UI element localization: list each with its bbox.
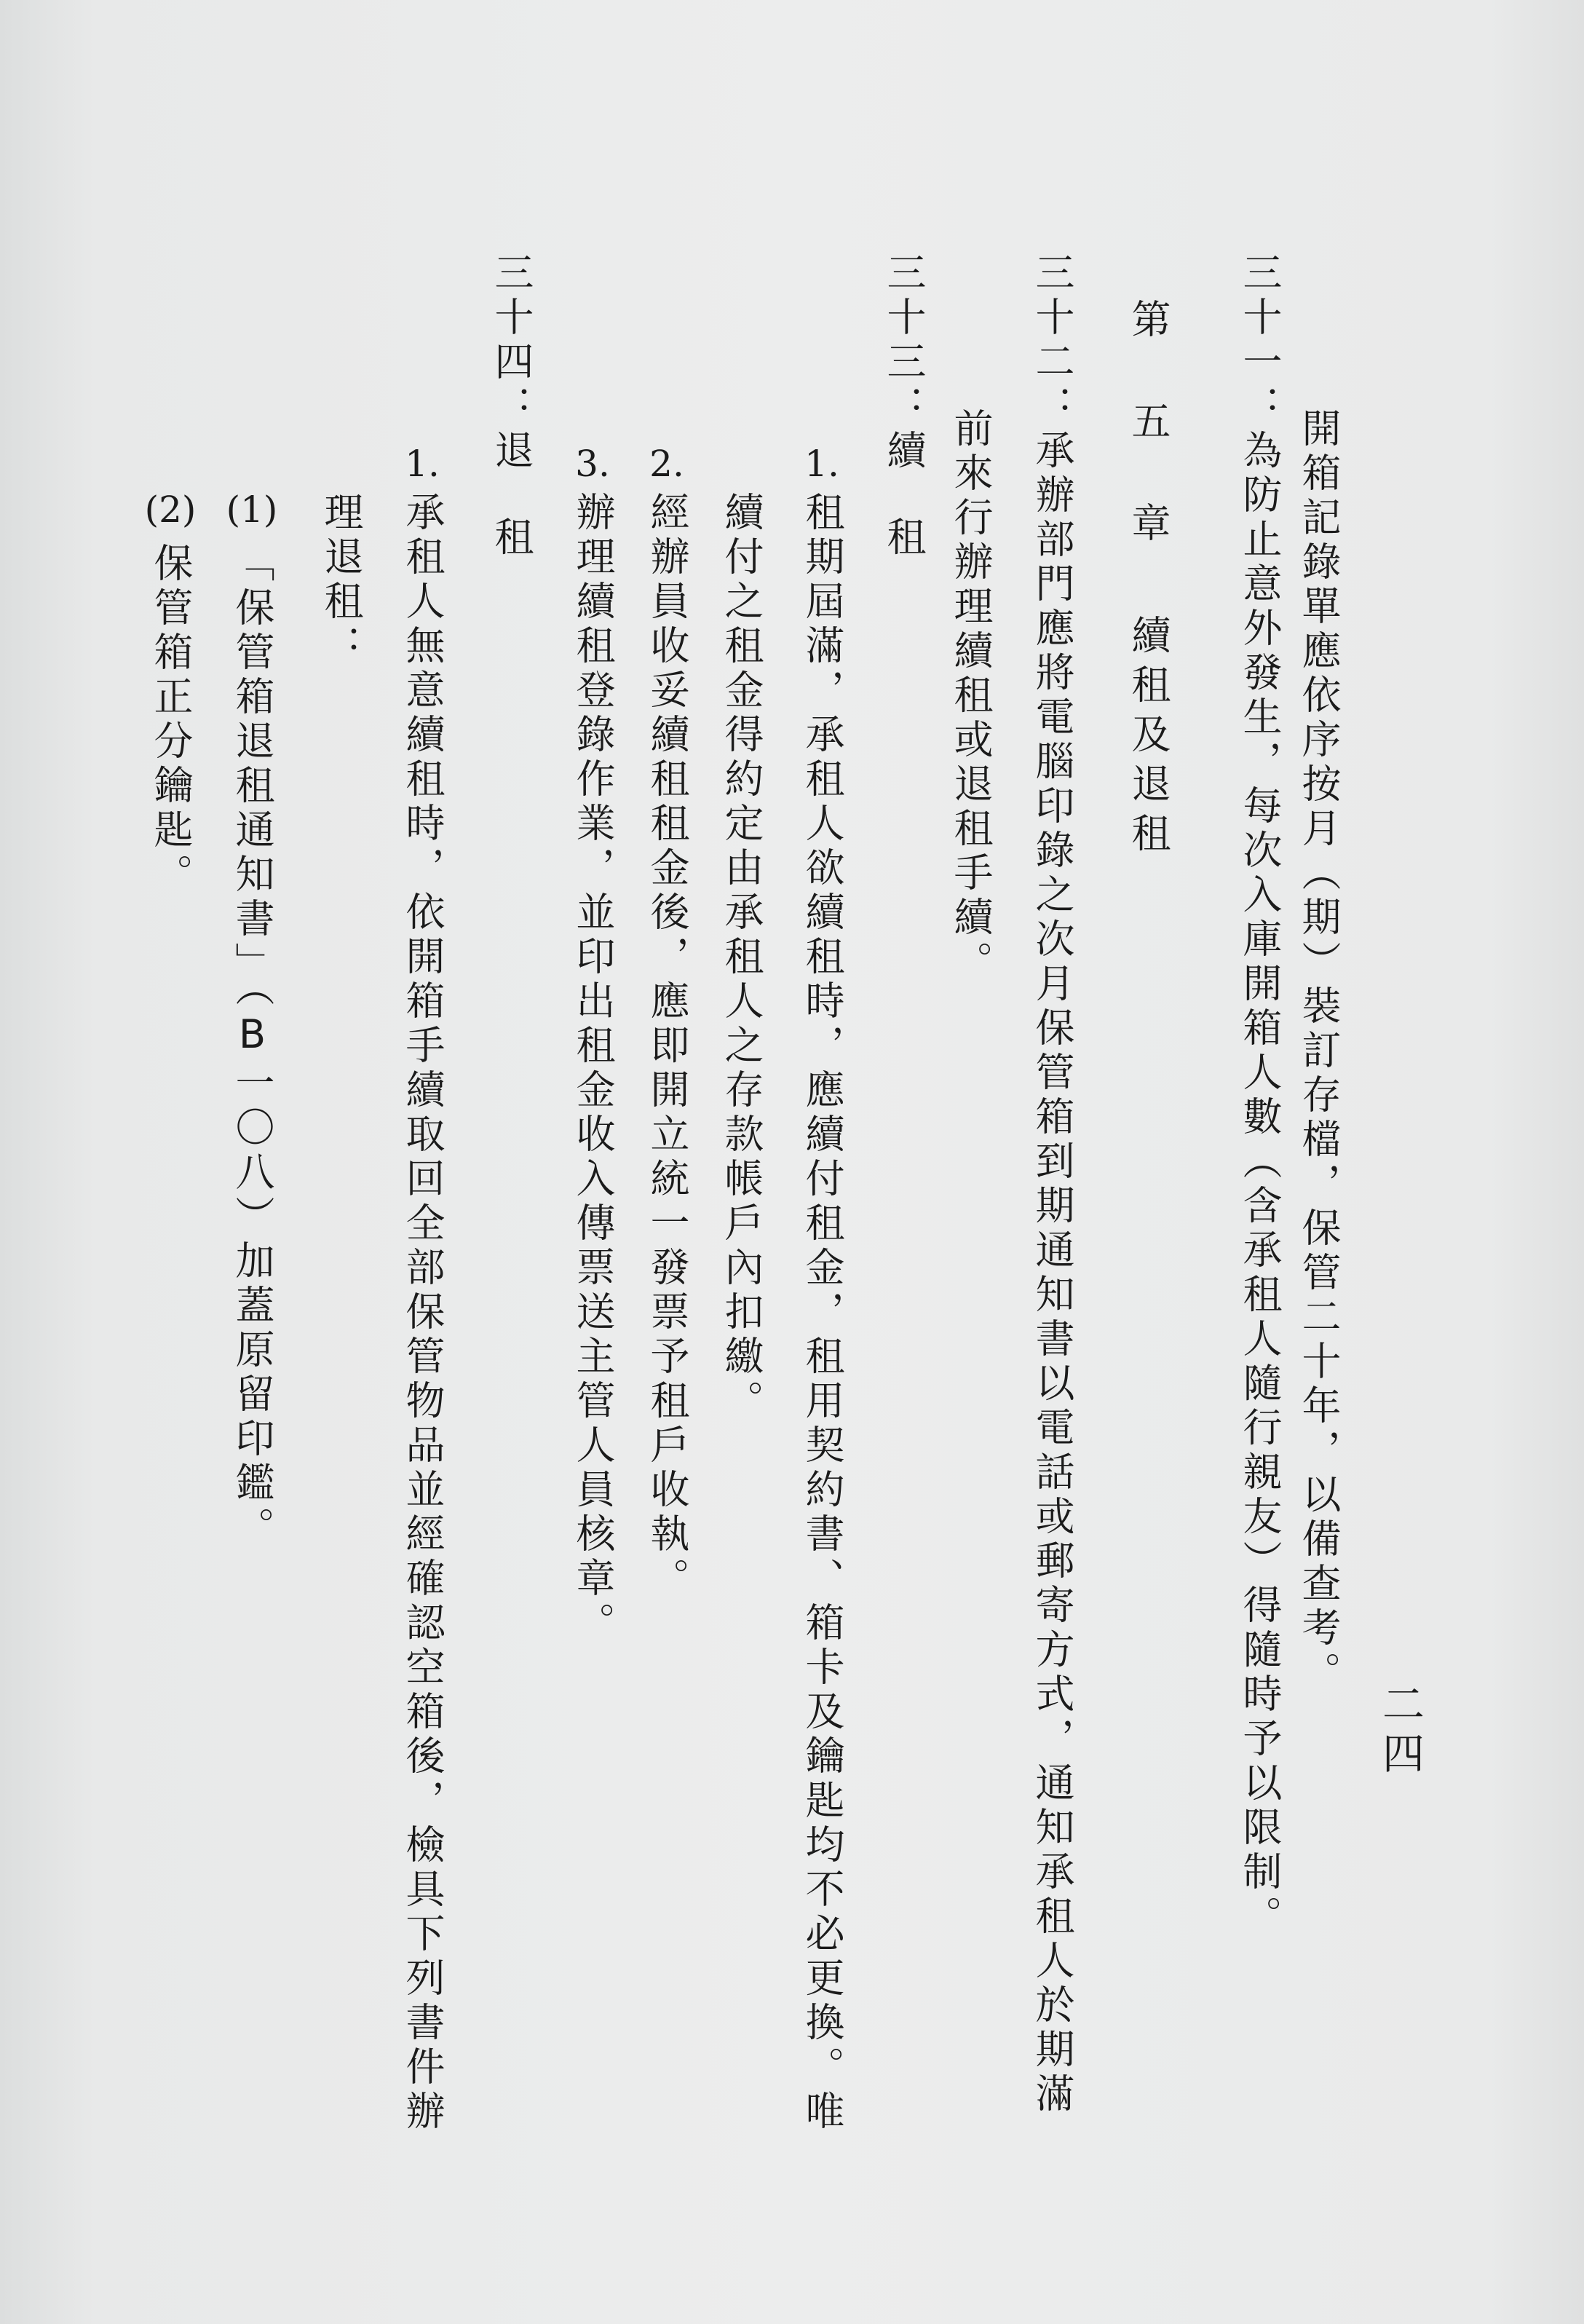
sub-item-1: 「保管箱退租通知書」（B一〇八）加蓋原留印鑑。: [229, 542, 275, 1551]
sub-item-number-2: (2): [144, 489, 197, 531]
renewal-item-3: 辦理續租登錄作業，並印出租金收入傳票送主管人員核章。: [570, 491, 616, 1646]
article-32-cont: 前來行辦理續租或退租手續。: [948, 408, 994, 985]
text-line-1: 開箱記錄單應依序按月（期）裝訂存檔，保管二十年，以備查考。: [1296, 408, 1342, 1696]
page-number: 二四: [1375, 1682, 1425, 1781]
chapter-heading: [1125, 299, 1171, 862]
termination-item-1-cont: 理退租：: [318, 491, 364, 669]
sub-item-number-1: (1): [226, 489, 278, 531]
sub-item-2: 保管箱正分鑰匙。: [148, 542, 194, 898]
article-34-heading: [488, 252, 534, 561]
chapter-no-3: 章: [1125, 502, 1171, 542]
item-number-1: 1.: [804, 443, 839, 485]
termination-item-1: 承租人無意續租時，依開箱手續取回全部保管物品並經確認空箱後，檢具下列書件辦: [400, 491, 446, 2135]
item-number-1b: 1.: [405, 443, 440, 485]
chapter-no-2: 五: [1125, 400, 1171, 440]
article-31: 三十一：為防止意外發生，每次入庫開箱人數（含承租人隨行親友）得隨時予以限制。: [1237, 252, 1283, 1940]
article-33-label: 三十三：續: [881, 252, 927, 474]
renewal-item-1-cont: 續付之租金得約定由承租人之存款帳戶內扣繳。: [718, 491, 764, 1424]
chapter-title: 續租及退租: [1125, 614, 1171, 862]
renewal-item-1: 租期屆滿，承租人欲續租時，應續付租金，租用契約書、箱卡及鑰匙均不必更換。唯: [799, 491, 845, 2135]
article-32: 三十二：承辦部門應將電腦印錄之次月保管箱到期通知書以電話或郵寄方式，通知承租人於期滿: [1029, 252, 1075, 2117]
article-33-heading: [881, 252, 927, 561]
article-34-label: 三十四：退: [488, 252, 534, 474]
item-number-3: 3.: [575, 443, 610, 485]
item-number-2: 2.: [649, 443, 684, 485]
renewal-item-2: 經辦員收妥續租租金後，應即開立統一發票予租戶收執。: [644, 491, 690, 1602]
article-33-tail: 租: [881, 516, 927, 561]
article-34-tail: 租: [488, 516, 534, 561]
chapter-no-1: 第: [1125, 299, 1171, 338]
